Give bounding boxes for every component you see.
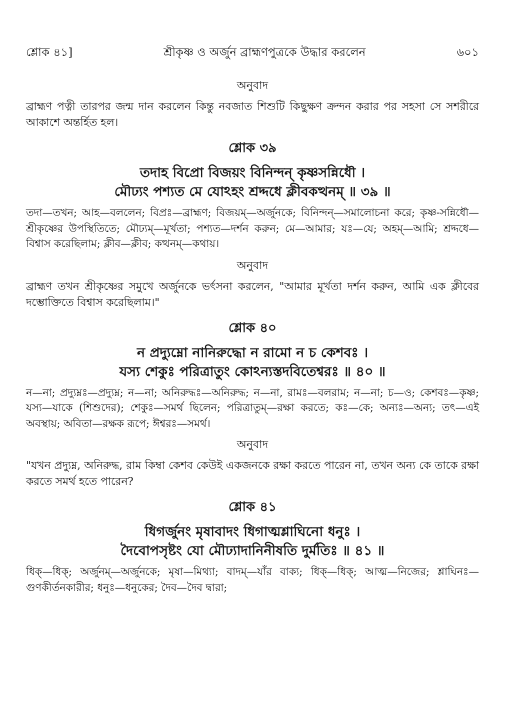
header-verse-ref: শ্লোক ৪১] [26,45,73,59]
word-for-word: ন—না; প্রদ্যুম্নঃ—প্রদ্যুম্ন; ন—না; অনিরুদ্ধঃ—অনিরুদ্ধ; ন—না, রামঃ—বলরাম; ন—না; চ—ও; কেশবঃ—কৃষ্ণ; যস্য—যাকে (শিশুদের); শেকুঃ—সমর্থ ছিলেন; পরিত্রাতুম্‌—রক্ষা করতে; কঃ—কে; অন্যঃ—অন্য; তৎ—এই অবস্থায়; অবিতা—রক্ষক রূপে; ঈশ্বরঃ—সমর্থ। [26,386,479,430]
page-number: ৬০১ [456,45,479,59]
translation-text: ব্রাহ্মণ পত্নী তারপর জন্ম দান করলেন কিন্তু নবজাত শিশুটি কিছুক্ষণ ক্রন্দন করার পর সহসা সে সশরীরে আকাশে অন্তর্হিত হল। [26,100,479,129]
verse-block-40 [26,319,479,491]
verse-block-39 [26,139,479,311]
verse-heading: শ্লোক ৩৯ [228,141,277,156]
verse-line: যস্য শেকুঃ পরিত্রাতুং কোঽন্যস্তদবিতেশ্বরঃ ॥ ৪০ ॥ [119,363,386,380]
translation-heading: অনুবাদ [236,79,269,92]
translation-text: "যখন প্রদ্যুম্ন, অনিরুদ্ধ, রাম কিম্বা কেশব কেউই একজনকে রক্ষা করতে পারেন না, তখন অন্য কে তাকে রক্ষা করতে সমর্থ হতে পারেন? [26,459,479,488]
translation-block [26,77,479,131]
verse-line: ন প্রদ্যুম্নো নানিরুদ্ধো ন রামো ন চ কেশবঃ । [136,344,369,361]
verse-heading: শ্লোক ৪১ [228,500,277,515]
verse-heading: শ্লোক ৪০ [228,320,277,336]
header-chapter-title: শ্রীকৃষ্ণ ও অর্জুন ব্রাহ্মণপুত্রকে উদ্ধার করলেন [163,45,366,59]
verse-text [26,344,479,382]
verse-line: মৌঢ্যং পশ্যত মে যোঽহং শ্রদ্দধে ক্লীবকত্থনম্‌ ॥ ৩৯ ॥ [114,184,391,200]
verse-line: তদাহ বিপ্রো বিজয়ং বিনিন্দন্‌ কৃষ্ণসন্নিধৌ । [139,165,366,181]
verse-block-41 [26,498,479,596]
translation-heading: অনুবাদ [236,258,269,272]
translation-text: ব্রাহ্মণ তখন শ্রীকৃষ্ণের সমুখে অর্জুনকে ভর্ৎসনা করলেন, "আমার মূর্খতা দর্শন করুন, আমি এক ক্লীবের দম্ভোক্তিতে বিশ্বাস করেছিলাম।" [26,279,479,309]
word-for-word: ধিক্‌—ধিক্‌; অর্জুনম্‌—অর্জুনকে; মৃষা—মিথ্যা; বাদম্‌—যাঁর বাক্য; ধিক্‌—ধিক্‌; আত্ম—নিজের; শ্লাঘিনঃ—গুণকীর্তনকারীর; ধনুঃ—ধনুকের; দৈব—দৈব দ্বারা; [26,566,479,594]
verse-line: ধিগর্জুনং মৃষাবাদং ধিগাত্মশ্লাঘিনো ধনুঃ । [144,524,361,540]
page-header [26,44,479,63]
word-for-word: তদা—তখন; আহ—বললেন; বিপ্রঃ—ব্রাহ্মণ; বিজয়ম্‌—অর্জুনকে; বিনিন্দন্‌—সমালোচনা করে; কৃষ্ণ-সন্নিধৌ—শ্রীকৃষ্ণের উপস্থিতিতে; মৌঢ্যম্‌—মূর্খতা; পশ্যত—দর্শন করুন; মে—আমার; যঃ—যে; অহম্‌—আমি; শ্রদ্দধে—বিশ্বাস করেছিলাম; ক্লীব—ক্লীব; কত্থনম্‌—কথায়। [26,207,479,250]
verse-text [26,523,479,561]
translation-heading: অনুবাদ [236,438,269,451]
verse-text [26,164,479,202]
verse-line: দৈবোপসৃষ্টং যো মৌঢ্যাদানিনীষতি দুর্মতিঃ ॥ ৪১ ॥ [120,543,385,559]
